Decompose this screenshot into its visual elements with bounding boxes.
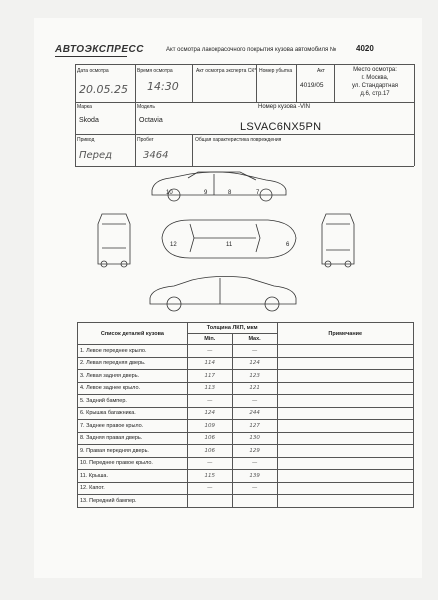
part-name: 5. Задний бампер. [78, 395, 188, 408]
min-value: — [187, 395, 232, 408]
mileage-label: Пробег [137, 137, 154, 143]
note-cell [277, 470, 413, 483]
loss-label: Номер убытка [259, 68, 293, 74]
min-value: 113 [187, 382, 232, 395]
info-grid-left [75, 64, 76, 166]
table-row [78, 382, 414, 395]
panel-label-11: 11 [226, 242, 233, 248]
min-value: 106 [187, 432, 232, 445]
parts-list-header: Список деталей кузова [78, 323, 188, 345]
min-header: Min. [187, 334, 232, 345]
part-name: 9. Правая передняя дверь. [78, 445, 188, 458]
table-row [78, 482, 414, 495]
note-cell [277, 357, 413, 370]
time-value: 14:30 [147, 80, 179, 93]
place-label: Место осмотра: [353, 67, 397, 73]
note-header: Примечание [277, 323, 413, 345]
info-grid-col-2 [192, 64, 193, 102]
max-value: 123 [232, 370, 277, 383]
min-value: — [187, 482, 232, 495]
max-value: — [232, 457, 277, 470]
rear-view-details [326, 224, 350, 250]
date-value: 20.05.25 [79, 83, 128, 96]
panel-label-7: 7 [256, 190, 260, 196]
table-row [78, 470, 414, 483]
note-cell [277, 382, 413, 395]
info-grid-col-4 [296, 64, 297, 102]
logo-underline [55, 56, 127, 57]
note-cell [277, 407, 413, 420]
info-grid-col-2b [192, 134, 193, 166]
info-grid-col-5 [334, 64, 335, 102]
max-value: 121 [232, 382, 277, 395]
drive-label: Привод [77, 137, 95, 143]
time-label: Время осмотра [137, 68, 173, 74]
min-value: 115 [187, 470, 232, 483]
max-value: — [232, 482, 277, 495]
parts-header-row [78, 323, 414, 334]
part-name: 13. Передний бампер. [78, 495, 188, 508]
brand-label: Марка [77, 104, 92, 110]
table-row [78, 357, 414, 370]
expert-label: Акт осмотра эксперта СК* [196, 68, 257, 74]
min-value: 117 [187, 370, 232, 383]
info-grid-right [414, 64, 415, 166]
vin-label: Номер кузова -VIN [258, 104, 310, 110]
vin-value: LSVAC6NX5PN [240, 121, 322, 133]
note-cell [277, 457, 413, 470]
part-name: 12. Капот. [78, 482, 188, 495]
min-value: — [187, 345, 232, 358]
mileage-value: 3464 [143, 150, 169, 161]
company-logo: АВТОЭКСПРЕСС [55, 44, 144, 55]
document-number: 4020 [356, 44, 374, 53]
max-value: 244 [232, 407, 277, 420]
note-cell [277, 495, 413, 508]
front-view-outline [98, 214, 130, 264]
max-value: 124 [232, 357, 277, 370]
note-cell [277, 445, 413, 458]
min-value: 114 [187, 357, 232, 370]
act-label: Акт [317, 68, 325, 74]
max-value: 130 [232, 432, 277, 445]
note-cell [277, 370, 413, 383]
min-value [187, 495, 232, 508]
part-name: 10. Переднее правое крыло. [78, 457, 188, 470]
thickness-header: Толщина ЛКП, мкм [187, 323, 277, 334]
min-value: — [187, 457, 232, 470]
table-row [78, 445, 414, 458]
note-cell [277, 482, 413, 495]
min-value: 106 [187, 445, 232, 458]
note-cell [277, 395, 413, 408]
act-value: 4019/05 [300, 82, 324, 89]
model-value: Octavia [139, 117, 163, 124]
min-value: 109 [187, 420, 232, 433]
car-body-diagram [90, 168, 370, 316]
part-name: 3. Левая задняя дверь. [78, 370, 188, 383]
max-value: 139 [232, 470, 277, 483]
table-row [78, 345, 414, 358]
rear-view-outline [322, 214, 354, 264]
front-view-details [102, 224, 126, 248]
panel-label-12: 12 [170, 242, 177, 248]
part-name: 4. Левое заднее крыло. [78, 382, 188, 395]
model-label: Модель [137, 104, 155, 110]
max-header: Max. [232, 334, 277, 345]
table-row [78, 495, 414, 508]
panel-label-8: 8 [228, 190, 232, 196]
info-grid-col-1 [135, 64, 136, 166]
document-title: Акт осмотра лакокрасочного покрытия кузова автомобиля № [166, 47, 337, 53]
min-value: 124 [187, 407, 232, 420]
table-row [78, 407, 414, 420]
max-value [232, 495, 277, 508]
drive-value: Перед [79, 150, 113, 161]
damage-label: Общая характеристика повреждения [195, 137, 282, 143]
part-name: 2. Левая передняя дверь. [78, 357, 188, 370]
date-label: Дата осмотра [77, 68, 109, 74]
max-value: 129 [232, 445, 277, 458]
part-name: 6. Крышка багажника. [78, 407, 188, 420]
parts-table [77, 322, 414, 508]
max-value: — [232, 395, 277, 408]
table-row [78, 457, 414, 470]
max-value: — [232, 345, 277, 358]
max-value: 127 [232, 420, 277, 433]
place-line-1: г. Москва, [361, 75, 389, 81]
info-grid-line-1 [75, 102, 414, 103]
brand-value: Skoda [79, 117, 99, 124]
info-grid-line-2 [75, 134, 414, 135]
note-cell [277, 432, 413, 445]
table-row [78, 432, 414, 445]
left-side-outline [150, 276, 296, 304]
panel-label-9: 9 [204, 190, 208, 196]
info-grid-top [75, 64, 414, 65]
part-name: 7. Заднее правое крыло. [78, 420, 188, 433]
part-name: 1. Левое переднее крыло. [78, 345, 188, 358]
panel-label-10: 10 [166, 190, 173, 196]
table-row [78, 370, 414, 383]
top-view-outline [162, 220, 296, 258]
part-name: 11. Крыша. [78, 470, 188, 483]
place-line-3: д.6, стр.17 [360, 91, 390, 97]
table-row [78, 395, 414, 408]
place-line-2: ул. Стандартная [351, 83, 399, 89]
info-grid-line-3 [75, 166, 414, 167]
table-row [78, 420, 414, 433]
panel-label-6: 6 [286, 242, 290, 248]
part-name: 8. Задняя правая дверь. [78, 432, 188, 445]
note-cell [277, 420, 413, 433]
note-cell [277, 345, 413, 358]
place-block [336, 66, 414, 98]
